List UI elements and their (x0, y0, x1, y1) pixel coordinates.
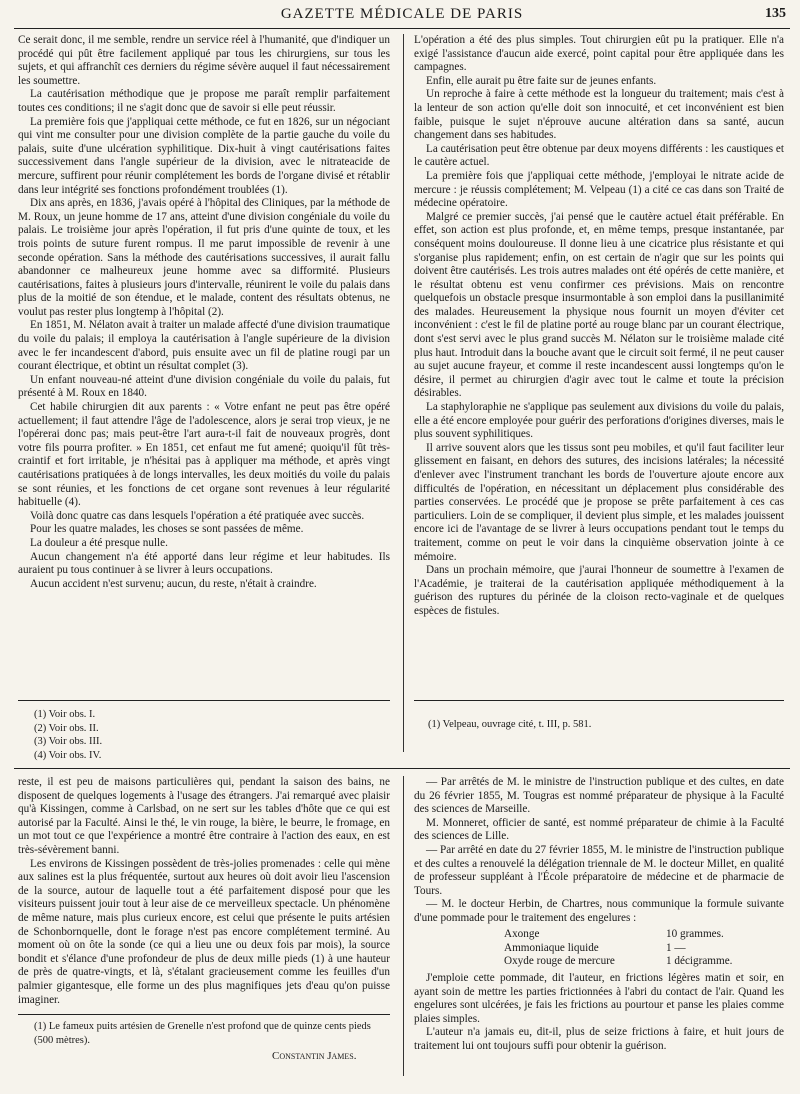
footnote: (2) Voir obs. II. (34, 722, 99, 734)
paragraph: reste, il est peu de maisons particulières qui, pendant la saison des bains, ne disposent de quelques logements à l'usage des étrangers. J'ai remarqué avec plaisir qu'à Kissingen, comme à Carlsbad, on ne sert sur les tables d'hôte que ce qui est autorisé par la Faculté. Ainsi le thé, le vin rouge, la bière, le beurre, le fromage, en un mot tout ce que l'expérience a montré être contraire à l'action des eaux, en est très-sévèrement banni. (18, 776, 390, 856)
paragraph: En 1851, M. Nélaton avait à traiter un malade affecté d'une division traumatique du voile du palais; il employa la cautérisation à l'angle supérieure de la division avec le fer incandescent d'abord, puis ensuite avec un fil de platine rougi par un courant électrique, et obtint un résultat complet (3). (18, 319, 390, 373)
paragraph: Cet habile chirurgien dit aux parents : « Votre enfant ne peut pas être opéré actuellement; il faut attendre l'âge de l'adolescence, alors je serai trop vieux, je ne l'opérerai donc pas; mais peut-être l'art aura-t-il fait de nouveaux progrès, dont votre fils pourra profiter. » En 1851, cet enfaut me fut amené; quoiqu'il fût très-craintif et fort irritable, je n'hésitai pas à appliquer ma méthode, et après vingt cautérisations pratiquées à de longs intervalles, les deux moitiés du voile du palais se sont réunies, et les fonctions de cet organe sont revenues à leur régularité habituelle (4). (18, 401, 390, 509)
footnote: (1) Le fameux puits artésien de Grenelle n'est profond que de quinze cents pieds (500 mètres). (34, 1021, 371, 1046)
newspaper-page (14, 0, 790, 1094)
top-right-footnote (422, 718, 782, 732)
paragraph: La première fois que j'appliquai cette méthode, j'employai le nitrate acide de mercure : je réussis complétement; M. Velpeau (1) a cité ce cas dans son Traité de médecine opératoire. (414, 169, 784, 210)
paragraph: M. Monneret, officier de santé, est nommé préparateur de chimie à la Faculté des sciences de Lille. (414, 816, 784, 843)
footnote: (1) Velpeau, ouvrage cité, t. III, p. 581. (428, 719, 592, 730)
footnote: (1) Voir obs. I. (34, 709, 96, 720)
recipe-row (414, 928, 784, 942)
footnote-rule (18, 700, 390, 701)
journal-title: GAZETTE MÉDICALE DE PARIS (280, 6, 524, 22)
recipe-quantity: 10 grammes. (666, 928, 724, 940)
paragraph: Pour les quatre malades, les choses se sont passées de même. (30, 523, 304, 536)
paragraph: La douleur a été presque nulle. (30, 536, 168, 549)
paragraph: L'auteur n'a jamais eu, dit-il, plus de seize frictions à faire, et huit jours de traitement lui ont toujours suffi pour obtenir la guérison. (414, 1026, 784, 1052)
footnote-rule (414, 700, 784, 701)
bottom-right-column (414, 776, 784, 926)
paragraph: Enfin, elle aurait pu être faite sur de jeunes enfants. (426, 74, 657, 87)
footnote: (3) Voir obs. III. (34, 736, 103, 747)
paragraph: Dix ans après, en 1836, j'avais opéré à l'hôpital des Cliniques, par la méthode de M. Roux, un jeune homme de 17 ans, atteint d'une division congéniale du voile du palais. Le troisième jour après l'opération, il fut pris d'une quinte de toux, et les trois points de suture furent rompus. Il me parut impossible de revenir à une seconde opération. Sans la méthode des cautérisations successives, il aurait fallu abandonner ce malheureux jeune homme avec sa difformité. Plusieurs cautérisations, faites à plusieurs jours d'intervalle, réunirent le voile du palais dans plus de la moitié de son étendue, et le malade, content des résultats obtenus, ne voulut pas rester plus longtemp à l'hôpital (2). (18, 197, 390, 318)
paragraph: Un reproche à faire à cette méthode est la longueur du traitement; mais c'est à la lenteur de son action qu'elle doit son innocuité, et cet inconvénient est bien faible, puisque le sujet n'éprouve aucune altération dans sa santé, aucun changement dans ses habitudes. (414, 88, 784, 142)
paragraph: Aucun accident n'est survenu; aucun, du reste, n'était à craindre. (30, 577, 317, 590)
bottom-left-column (18, 776, 390, 1007)
top-right-column (414, 34, 784, 619)
paragraph: — Par arrêtés de M. le ministre de l'instruction publique et des cultes, en date du 26 février 1855, M. Tougras est nommé préparateur de physique à la Faculté des sciences de Marseille. (414, 776, 784, 816)
footnote: (4) Voir obs. IV. (34, 749, 102, 761)
section-rule (14, 768, 790, 769)
paragraph: La staphyloraphie ne s'applique pas seulement aux divisions du voile du palais, elle a été encore employée pour guérir des perforations d'origines diverses, mais le plus souvent syphilitiques. (414, 401, 784, 441)
paragraph: Malgré ce premier succès, j'ai pensé que le cautère actuel était préférable. En effet, son action est plus profonde, et, en même temps, presque instantanée, par conséquent moins douloureuse. Il donne lieu à une cicatrice plus résistante et qui s'organise plus rapidement; enfin, on est certain de n'agir que sur les points qui doivent être cautérisés. Les trois autres malades ont été opérés de cette manière, et le résultat obtenu est venu confirmer ces prévisions. Mais on rencontre quelquefois un obstacle presque insurmontable à son emploi dans la pusillanimité des malades. Heureusement la physique nous fournit un moyen d'éviter cet inconvénient : c'est le fil de platine porté au rouge blanc par un courant électrique, dont s'est servi avec le plus grand succès M. Nélaton sur le troisième malade cité plus haut. Introduit dans la bouche avant que le circuit soit fermé, il ne peut causer au sujet aucune frayeur, et comme il reste incandescent aussi longtemps qu'on le désire, il permet au chirurgien d'agir avec tout le calme et toute la précision désirables. (414, 210, 784, 400)
paragraph: La cautérisation méthodique que je propose me paraît remplir parfaitement toutes ces conditions; il ne s'agit donc que de savoir si elle peut réussir. (18, 88, 390, 114)
author-signature: Constantin James. (272, 1050, 357, 1062)
paragraph: Voilà donc quatre cas dans lesquels l'opération a été pratiquée avec succès. (30, 509, 365, 522)
top-left-column (18, 34, 390, 591)
recipe-quantity: 1 — (666, 941, 686, 954)
recipe-row (414, 955, 784, 969)
paragraph: Les environs de Kissingen possèdent de très-jolies promenades : celle qui mène aux salines est la plus fréquentée, surtout aux heures où doit avoir lieu l'ascension de la source, autour de laquelle tout a été parfaitement disposé pour que les visiteurs puissent jouir tout à leur aise de ce merveilleux spectacle. Un phénomène de même nature, mais plus curieux encore, est celui que présente le puits artésien de Schonbornquelle, dont le forage n'est pas encore complétement terminé. Au moment où on ôte la sonde (ce qui a lieu une ou deux fois par mois), la source bondit et s'élance d'une profondeur de plus de deux mille pieds (1) à une hauteur de près de quatre-vingts, et là, s'étalant gracieusement comme les feuilles d'un palmier gigantesque, elle forme un des plus magnifiques jets d'eau qu'on puisse imaginer. (18, 857, 390, 1006)
paragraph: Aucun changement n'a été apporté dans leur régime et leur habitudes. Ils auraient pu tous continuer à se livrer à leurs occupations. (18, 550, 390, 577)
recipe-list (414, 928, 784, 969)
top-left-footnotes (28, 708, 388, 762)
paragraph: — M. le docteur Herbin, de Chartres, nous communique la formule suivante d'une pommade pour le traitement des engelures : (414, 898, 784, 924)
column-divider (403, 34, 404, 752)
page-header (14, 6, 790, 26)
paragraph: — Par arrêté en date du 27 février 1855, M. le ministre de l'instruction publique et des cultes a renouvelé la délégation triennale de M. le docteur Millet, en qualité de professeur suppléant à l'École préparatoire de médecine et de pharmacie de Tours. (414, 843, 784, 897)
recipe-ingredient: Oxyde rouge de mercure (504, 955, 615, 968)
paragraph: La première fois que j'appliquai cette méthode, ce fut en 1826, sur un négociant qui vint me consulter pour une division complète de la partie gauche du voile du palais, suite d'une ulcération syphilitique. Dix-huit à vingt cautérisations faites successivement dans l'angle supérieur de la division, avec le nitrateacide de mercure, suffirent pour réunir complétement les bords de l'organe divisé et rétablir dans leur intégrité ses fonctions profondément troublées (1). (18, 115, 390, 196)
recipe-ingredient: Ammoniaque liquide (504, 941, 599, 954)
paragraph: Un enfant nouveau-né atteint d'une division congéniale du voile du palais, fut présenté à M. Roux en 1840. (18, 373, 390, 400)
bottom-right-continued (414, 972, 784, 1054)
page-number: 135 (765, 6, 786, 21)
paragraph: L'opération a été des plus simples. Tout chirurgien eût pu la pratiquer. Elle n'a exigé l'assistance d'aucun aide exercé, point capital pour être appliquée dans les campagnes. (414, 34, 784, 74)
recipe-row (414, 942, 784, 956)
recipe-ingredient: Axonge (504, 928, 540, 940)
bottom-left-footnote (28, 1020, 390, 1047)
paragraph: Dans un prochain mémoire, que j'aurai l'honneur de soumettre à l'examen de l'Académie, je traiterai de la cautérisation appliquée méthodiquement à la guérison des ruptures du périnée de la cloison recto-vaginale et de quelques espèces de fistules. (414, 564, 784, 617)
column-divider (403, 776, 404, 1076)
footnote-rule (18, 1014, 390, 1015)
recipe-quantity: 1 décigramme. (666, 955, 733, 968)
paragraph: Ce serait donc, il me semble, rendre un service réel à l'humanité, que d'indiquer un procédé qui pût être facilement appliqué par tous les chirurgiens, sur tous les sujets, et qui affranchît ces derniers du régime sévère auquel il faut nécessairement les soumettre. (18, 34, 390, 87)
header-rule (14, 28, 790, 29)
paragraph: J'emploie cette pommade, dit l'auteur, en frictions légères matin et soir, en ayant soin de mettre les parties frictionnées à l'abri du contact de l'air. Quand les engelures sont ulcérées, je fais les frictions au pourtour et panse les plaies comme plaies simples. (414, 972, 784, 1025)
paragraph: La cautérisation peut être obtenue par deux moyens différents : les caustiques et le cautère actuel. (414, 142, 784, 169)
paragraph: Il arrive souvent alors que les tissus sont peu mobiles, et qu'il faut faciliter leur glissement en faisant, en dehors des sutures, des incisions latérales; la nécessité d'enlever avec l'instrument tranchant les bords de l'ouverture ajoute encore aux difficultés de l'opération, en nécessitant un déplacement plus considérable des parties conservées. Le procédé que je propose se prête parfaitement à ces cas particuliers. Loin de se compliquer, il devient plus simple, et les malades jouissent encore ici de l'avantage de se livrer à leurs occupations pendant tout le temps du traitement, comme on peut le voir dans la cinquième observation jointe à ce mémoire. (414, 441, 784, 563)
